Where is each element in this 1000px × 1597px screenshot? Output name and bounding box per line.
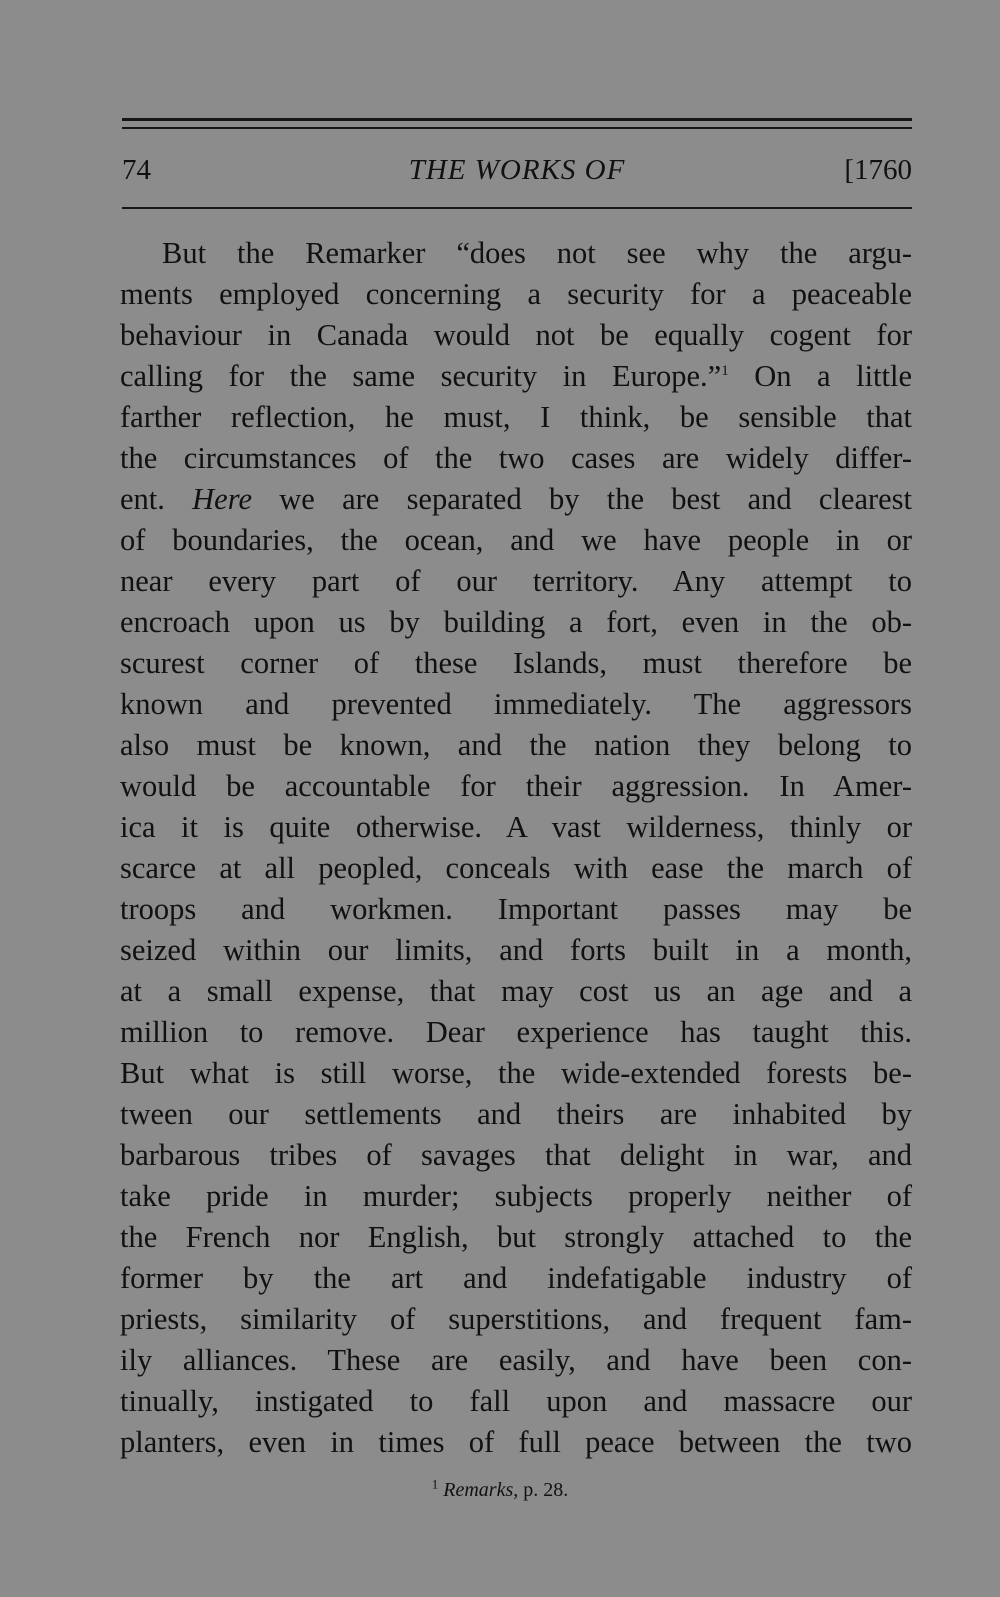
- text-line: [120, 356, 912, 397]
- text-line: scarce at all peopled, conceals with ease the march of: [120, 851, 912, 885]
- text-line: the circumstances of the two cases are widely differ-: [120, 441, 912, 475]
- text-line: encroach upon us by building a fort, even in the ob-: [120, 605, 912, 639]
- text-line: ily alliances. These are easily, and have been con-: [120, 1343, 912, 1377]
- text-line: of boundaries, the ocean, and we have people in or: [120, 523, 912, 557]
- text-line: barbarous tribes of savages that delight in war, and: [120, 1138, 912, 1172]
- text-line: known and prevented immediately. The aggressors: [120, 687, 912, 721]
- text-line: near every part of our territory. Any attempt to: [120, 564, 912, 598]
- text-line: But what is still worse, the wide-extended forests be-: [120, 1056, 912, 1090]
- text-line: ica it is quite otherwise. A vast wilderness, thinly or: [120, 810, 912, 844]
- body-text: [120, 233, 912, 1463]
- text-line: behaviour in Canada would not be equally cogent for: [120, 318, 912, 352]
- text-line: farther reflection, he must, I think, be sensible that: [120, 400, 912, 434]
- top-double-rule-upper: [122, 118, 912, 121]
- text-line: take pride in murder; subjects properly neither of: [120, 1179, 912, 1213]
- page-number: 74: [122, 154, 151, 186]
- text-fragment: we are separated by the best and clearest: [279, 482, 913, 516]
- text-fragment: ent.: [120, 482, 165, 516]
- running-year: [1760: [844, 154, 912, 186]
- text-line: tween our settlements and theirs are inhabited by: [120, 1097, 912, 1131]
- text-line: would be accountable for their aggression. In Amer-: [120, 769, 912, 803]
- text-line: But the Remarker “does not see why the argu-: [162, 236, 912, 270]
- text-line: ments employed concerning a security for a peaceable: [120, 277, 912, 311]
- footnote-reference: 1: [721, 362, 729, 379]
- top-double-rule-lower: [122, 127, 912, 129]
- italic-emphasis: Here: [192, 482, 252, 516]
- text-line: tinually, instigated to fall upon and massacre our: [120, 1384, 912, 1418]
- text-line: seized within our limits, and forts built in a month,: [120, 933, 912, 967]
- running-title: THE WORKS OF: [408, 154, 626, 186]
- text-line: million to remove. Dear experience has taught this.: [120, 1015, 912, 1049]
- text-line: priests, similarity of superstitions, and frequent fam-: [120, 1302, 912, 1336]
- text-line: former by the art and indefatigable industry of: [120, 1261, 912, 1295]
- text-line: planters, even in times of full peace between the two: [120, 1425, 912, 1459]
- footnote: [0, 1476, 1000, 1504]
- text-line: [120, 479, 912, 520]
- text-line: also must be known, and the nation they belong to: [120, 728, 912, 762]
- text-line: troops and workmen. Important passes may be: [120, 892, 912, 926]
- footnote-page: , p. 28.: [513, 1479, 569, 1501]
- footnote-mark: 1: [431, 1476, 439, 1492]
- header-rule: [122, 207, 912, 209]
- text-fragment: On a little: [754, 359, 912, 393]
- text-line: scurest corner of these Islands, must therefore be: [120, 646, 912, 680]
- text-line: at a small expense, that may cost us an age and a: [120, 974, 912, 1008]
- text-fragment: calling for the same security in Europe.”: [120, 359, 722, 393]
- running-head: [122, 150, 912, 190]
- text-line: the French nor English, but strongly attached to the: [120, 1220, 912, 1254]
- footnote-title: Remarks: [443, 1479, 514, 1501]
